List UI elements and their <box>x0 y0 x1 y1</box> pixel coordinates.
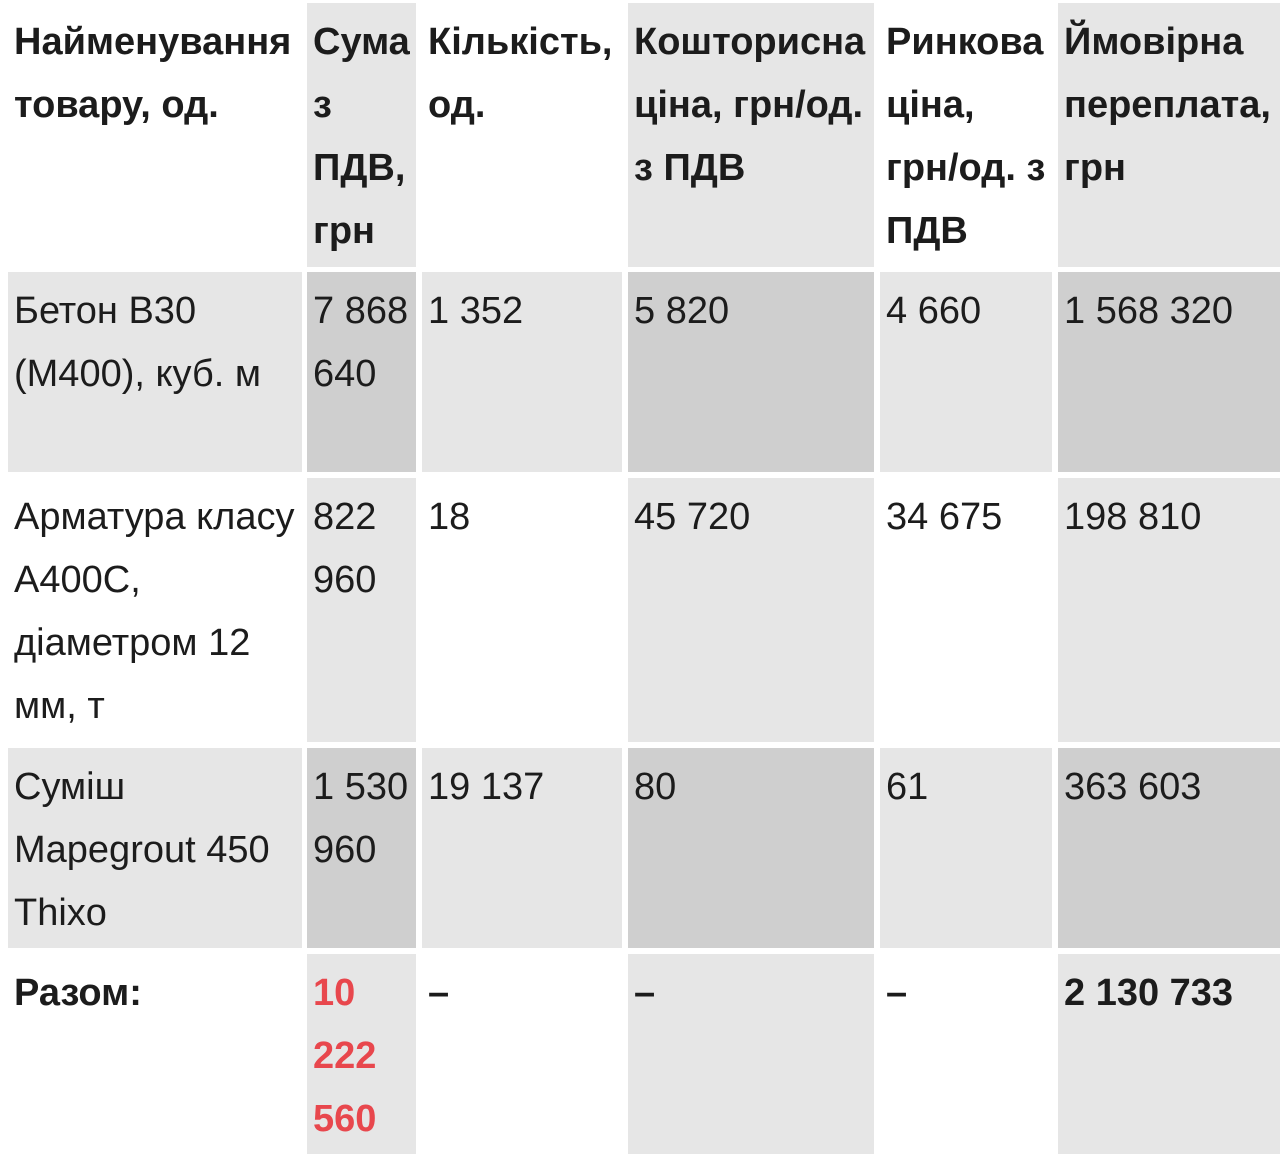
row-2-sum <box>307 478 416 742</box>
header-item-name-label: Найменування товару, од. <box>14 21 292 126</box>
row-3-overpayment <box>1058 748 1280 948</box>
row-1-estimate-price <box>628 272 874 472</box>
total-overpayment-value: 2 130 733 <box>1064 972 1234 1014</box>
table-cell: 7 868 640 <box>313 290 409 395</box>
total-sum <box>307 954 416 1154</box>
total-estimate-price <box>628 954 874 1154</box>
row-3-market-price <box>880 748 1052 948</box>
header-quantity <box>422 3 622 267</box>
table-cell: 61 <box>886 766 929 808</box>
row-2-market-price <box>880 478 1052 742</box>
row-3-name <box>8 748 302 948</box>
row-3-sum <box>307 748 416 948</box>
total-estimate-price-value: – <box>634 972 656 1014</box>
row-2-overpayment <box>1058 478 1280 742</box>
row-1-overpayment <box>1058 272 1280 472</box>
header-item-name <box>8 3 302 267</box>
row-1-quantity <box>422 272 622 472</box>
total-market-price <box>880 954 1052 1154</box>
table-cell: 45 720 <box>634 496 751 538</box>
table-cell: 363 603 <box>1064 766 1202 808</box>
header-market-price-label: Ринкова ціна, грн/од. з ПДВ <box>886 21 1046 252</box>
table-cell: 198 810 <box>1064 496 1202 538</box>
table-cell: 80 <box>634 766 677 808</box>
total-quantity <box>422 954 622 1154</box>
header-overpayment-label: Ймовірна переплата, грн <box>1064 21 1271 189</box>
total-market-price-value: – <box>886 972 908 1014</box>
table-cell: Арматура класу А400С, діаметром 12 мм, т <box>14 496 295 727</box>
row-2-estimate-price <box>628 478 874 742</box>
table-cell: 822 960 <box>313 496 377 601</box>
header-estimate-price <box>628 3 874 267</box>
row-1-sum <box>307 272 416 472</box>
table-cell: Суміш Mapegrout 450 Thixo <box>14 766 270 934</box>
header-market-price <box>880 3 1052 267</box>
table-cell: 4 660 <box>886 290 982 332</box>
header-sum <box>307 3 416 267</box>
table-cell: 18 <box>428 496 471 538</box>
total-overpayment <box>1058 954 1280 1154</box>
header-estimate-price-label: Кошторисна ціна, грн/од. з ПДВ <box>634 21 866 189</box>
header-sum-label: Сума з ПДВ, грн <box>313 21 410 252</box>
table-cell: 5 820 <box>634 290 730 332</box>
row-1-name <box>8 272 302 472</box>
header-overpayment <box>1058 3 1280 267</box>
table-cell: 19 137 <box>428 766 545 808</box>
table-cell: 1 352 <box>428 290 524 332</box>
table-cell: 34 675 <box>886 496 1003 538</box>
table-cell: 1 530 960 <box>313 766 409 871</box>
row-2-name <box>8 478 302 742</box>
total-label-text: Разом: <box>14 972 142 1014</box>
row-2-quantity <box>422 478 622 742</box>
total-label <box>8 954 302 1154</box>
table-cell: Бетон В30 (М400), куб. м <box>14 290 261 395</box>
table-cell: 1 568 320 <box>1064 290 1234 332</box>
row-3-quantity <box>422 748 622 948</box>
total-quantity-value: – <box>428 972 450 1014</box>
header-quantity-label: Кількість, од. <box>428 21 613 126</box>
total-sum-value: 10 222 560 <box>313 972 377 1140</box>
row-1-market-price <box>880 272 1052 472</box>
row-3-estimate-price <box>628 748 874 948</box>
